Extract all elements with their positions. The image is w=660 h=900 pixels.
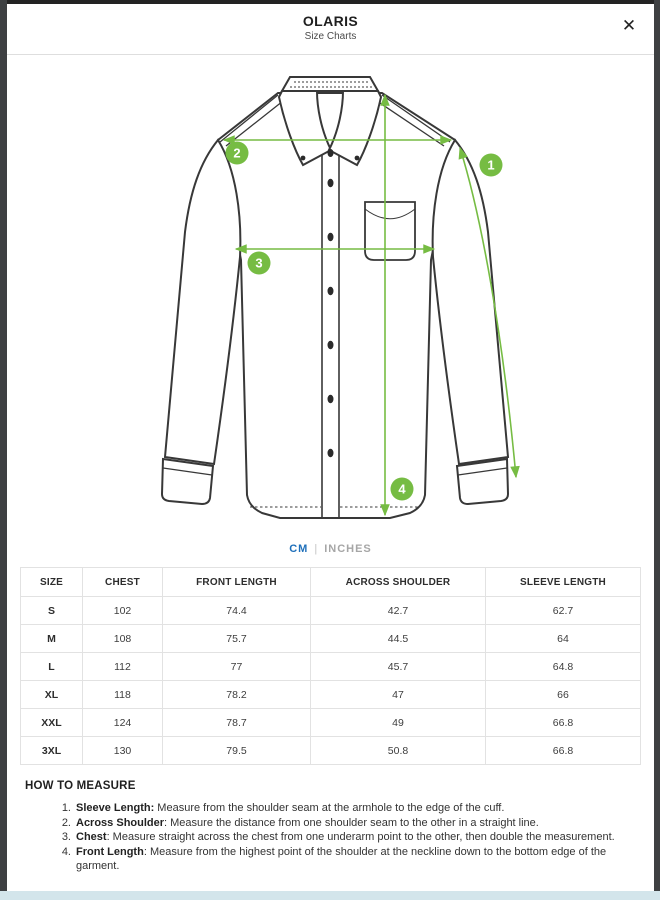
svg-text:2: 2 [233, 145, 241, 161]
cell-size: XL [21, 681, 83, 709]
list-item [55, 830, 634, 844]
window-frame-top [0, 0, 660, 4]
cell-chest: 112 [83, 653, 163, 681]
cell-chest: 124 [83, 709, 163, 737]
cell-sleeve-length: 62.7 [486, 597, 641, 625]
table-row [21, 653, 641, 681]
marker-2-across-shoulder [226, 142, 249, 165]
cell-front-length: 79.5 [163, 737, 311, 765]
list-item [55, 801, 634, 815]
cell-front-length: 77 [163, 653, 311, 681]
how-to-measure-section [25, 780, 634, 873]
table-row [21, 625, 641, 653]
list-item-text [76, 816, 634, 830]
list-item-text [76, 801, 634, 815]
cell-front-length: 75.7 [163, 625, 311, 653]
marker-4-front-length [391, 478, 414, 501]
col-header-front-length: FRONT LENGTH [163, 568, 311, 597]
cell-sleeve-length: 66.8 [486, 737, 641, 765]
size-chart-table [20, 567, 641, 765]
cell-size: 3XL [21, 737, 83, 765]
marker-1-sleeve-length [480, 154, 503, 177]
table-row [21, 597, 641, 625]
modal-subtitle: Size Charts [304, 31, 357, 42]
cell-chest: 108 [83, 625, 163, 653]
cell-chest: 102 [83, 597, 163, 625]
page-background-strip [0, 891, 660, 900]
list-item-label: Chest [76, 831, 107, 843]
list-item-number: 1. [61, 802, 71, 814]
list-item-description: : Measure from the highest point of the shoulder at the neckline down to the bottom edge of the garment. [76, 845, 607, 872]
cell-chest: 118 [83, 681, 163, 709]
list-item-number: 4. [61, 845, 71, 858]
cell-across-shoulder: 44.5 [311, 625, 486, 653]
cell-size: XXL [21, 709, 83, 737]
cell-across-shoulder: 49 [311, 709, 486, 737]
list-item-description: Measure from the shoulder seam at the armhole to the edge of the cuff. [154, 802, 505, 814]
unit-toggle [7, 543, 654, 559]
list-item-text [76, 845, 634, 873]
brand-title: OLARIS [302, 13, 359, 29]
table-header-row [21, 568, 641, 597]
shirt-measurement-diagram [7, 55, 654, 541]
cell-across-shoulder: 50.8 [311, 737, 486, 765]
cell-sleeve-length: 66.8 [486, 709, 641, 737]
list-item-text [76, 830, 634, 844]
list-item-number: 3. [61, 831, 71, 843]
table-row [21, 737, 641, 765]
cell-across-shoulder: 47 [311, 681, 486, 709]
list-item-label: Across Shoulder [76, 816, 165, 829]
window-frame-left [0, 0, 7, 891]
list-item-label: Front Length [76, 845, 144, 858]
svg-text:4: 4 [398, 481, 406, 497]
unit-option-cm[interactable]: CM [289, 543, 309, 555]
list-item-description: : Measure straight across the chest from one underarm point to the other, then double the measurement. [106, 831, 615, 843]
col-header-across-shoulder: ACROSS SHOULDER [311, 568, 486, 597]
size-chart-modal [7, 4, 654, 891]
cell-chest: 130 [83, 737, 163, 765]
how-to-measure-heading: HOW TO MEASURE [25, 780, 136, 792]
col-header-sleeve-length: SLEEVE LENGTH [486, 568, 641, 597]
cell-across-shoulder: 42.7 [311, 597, 486, 625]
cell-front-length: 78.7 [163, 709, 311, 737]
cell-sleeve-length: 66 [486, 681, 641, 709]
close-icon[interactable]: ✕ [614, 11, 644, 41]
svg-text:1: 1 [487, 157, 495, 173]
cell-size: M [21, 625, 83, 653]
table-row [21, 681, 641, 709]
cell-front-length: 74.4 [163, 597, 311, 625]
measure-instructions-list [55, 801, 634, 873]
list-item-number: 2. [61, 816, 71, 829]
svg-text:3: 3 [255, 255, 263, 271]
shirt-diagram-svg [150, 55, 550, 537]
list-item-label: Sleeve Length: [76, 802, 155, 814]
list-item-description: : Measure the distance from one shoulder seam to the other in a straight line. [164, 816, 539, 829]
col-header-chest: CHEST [83, 568, 163, 597]
cell-size: S [21, 597, 83, 625]
list-item [55, 845, 634, 873]
shirt-placket [321, 151, 340, 517]
cell-across-shoulder: 45.7 [311, 653, 486, 681]
shirt-pocket [365, 202, 415, 260]
window-frame-right [654, 0, 660, 891]
cell-front-length: 78.2 [163, 681, 311, 709]
unit-option-inches[interactable]: INCHES [324, 543, 372, 555]
cell-sleeve-length: 64 [486, 625, 641, 653]
list-item [55, 816, 634, 830]
cell-size: L [21, 653, 83, 681]
cell-sleeve-length: 64.8 [486, 653, 641, 681]
table-row [21, 709, 641, 737]
modal-header [7, 4, 654, 55]
unit-divider: | [314, 543, 319, 555]
col-header-size: SIZE [21, 568, 83, 597]
marker-3-chest [248, 252, 271, 275]
